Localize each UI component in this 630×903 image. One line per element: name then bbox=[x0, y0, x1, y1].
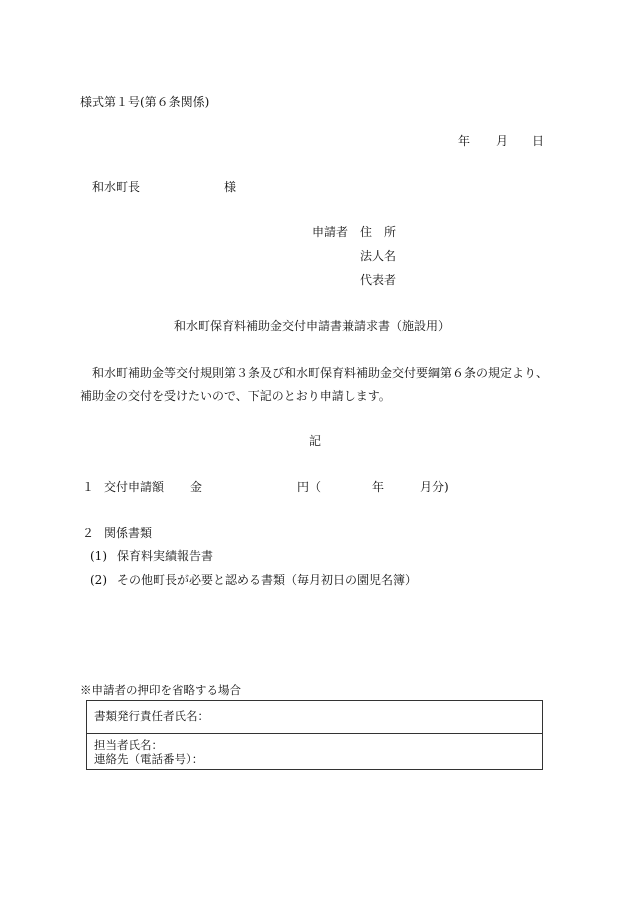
seal-note-box bbox=[86, 700, 543, 770]
seal-note-heading: ※申請者の押印を省略する場合 bbox=[80, 683, 241, 697]
applicant-address-label: 住 所 bbox=[360, 225, 397, 239]
ki-heading: 記 bbox=[309, 434, 322, 448]
item1-kin: 金 bbox=[190, 480, 203, 494]
form-number: 様式第１号(第６条関係) bbox=[80, 95, 210, 109]
item2-sub2-text: その他町長が必要と認める書類（毎月初日の園児名簿） bbox=[117, 573, 418, 587]
applicant-rep-label: 代表者 bbox=[360, 273, 397, 287]
item1-label: 交付申請額 bbox=[104, 480, 165, 494]
item2-sub2-number: (2) bbox=[90, 573, 107, 587]
addressee-name: 和水町長 bbox=[92, 180, 141, 194]
body-line-2: 補助金の交付を受けたいので、下記のとおり申請します。 bbox=[80, 389, 391, 403]
item2-number: ２ bbox=[82, 526, 95, 540]
item1-month: 月分) bbox=[420, 480, 449, 494]
item1-yen: 円（ bbox=[297, 480, 322, 494]
item2-sub1-number: (1) bbox=[90, 549, 107, 563]
date-month-label: 月 bbox=[496, 134, 509, 148]
date-day-label: 日 bbox=[532, 134, 545, 148]
seal-note-contact-label: 担当者氏名： bbox=[94, 738, 163, 752]
seal-note-phone-label: 連絡先（電話番号）： bbox=[94, 752, 204, 766]
seal-note-divider bbox=[87, 733, 542, 734]
item1-year: 年 bbox=[372, 480, 385, 494]
seal-note-officer-label: 書類発行責任者氏名： bbox=[94, 709, 209, 723]
item2-label: 関係書類 bbox=[104, 526, 153, 540]
date-year-label: 年 bbox=[458, 134, 471, 148]
document-title: 和水町保育料補助金交付申請書兼請求書（施設用） bbox=[174, 319, 451, 333]
body-line-1: 和水町補助金等交付規則第３条及び和水町保育料補助金交付要綱第６条の規定より、 bbox=[92, 366, 549, 380]
applicant-corp-label: 法人名 bbox=[360, 249, 397, 263]
item2-sub1-text: 保育料実績報告書 bbox=[117, 549, 214, 563]
item1-number: １ bbox=[82, 480, 95, 494]
applicant-label: 申請者 bbox=[312, 225, 349, 239]
addressee-honorific: 様 bbox=[224, 180, 237, 194]
